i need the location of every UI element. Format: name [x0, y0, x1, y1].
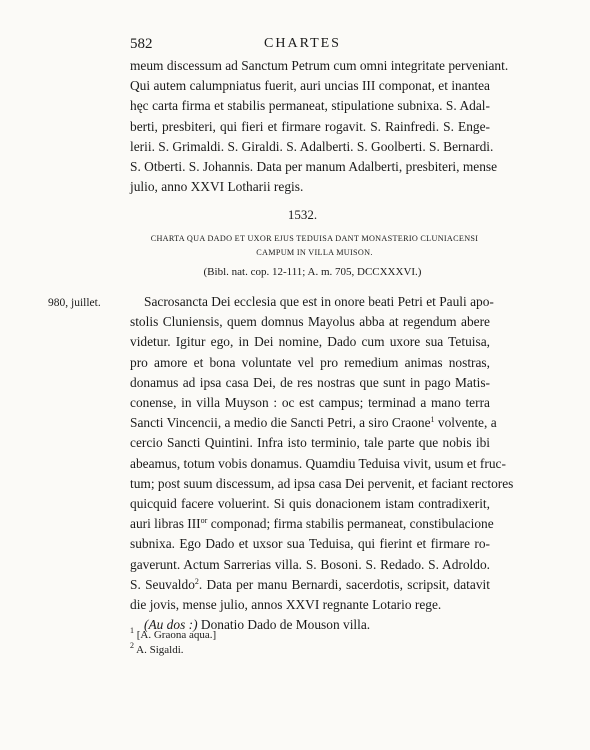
text-line: donamus ad ipsa casa Dei, de res nostras que sunt in pago Matis- — [130, 374, 490, 390]
text-line: subnixa. Ego Dado et uxsor sua Teduisa, qui fierint et firmare ro- — [130, 536, 490, 552]
page-number: 582 — [130, 36, 153, 52]
text-span: componad; firma stabilis permaneat, constibulacione — [210, 516, 494, 532]
text-line: Sacrosancta Dei ecclesia que est in onore beati Petri et Pauli apo- — [144, 294, 494, 309]
charter-source: (Bibl. nat. cop. 12-111; A. m. 705, DCCXXXVI.) — [203, 266, 422, 278]
text-line: Qui autem calumpniatus fuerit, auri uncias III componat, et inantea — [130, 78, 490, 94]
text-line: pro amore et bona voluntate vel pro remedium animas nostras, — [130, 354, 490, 370]
text-line — [130, 413, 497, 433]
text-line: abeamus, totum vobis donamus. Quamdiu Teduisa vivit, usum et fruc- — [130, 455, 506, 471]
charter-number: 1532. — [287, 207, 318, 222]
footnote-marker: 1 — [130, 626, 134, 635]
dorsal-text: Donatio Dado de Mouson villa. — [200, 617, 371, 633]
text-line: berti, presbiteri, qui fieri et firmare rogavit. S. Rainfredi. S. Enge- — [130, 118, 490, 134]
text-span: auri libras III — [130, 516, 201, 532]
margin-date: 980, juillet. — [48, 297, 101, 309]
footnote — [130, 643, 216, 658]
text-span: Sancti Vincencii, a medio die Sancti Petri, a siro Craone — [130, 415, 431, 431]
footnote-text: A. Sigaldi. — [136, 644, 184, 656]
text-line: julio, anno XXVI Lotharii regis. — [130, 179, 304, 195]
footnotes — [130, 628, 216, 658]
text-span: S. Seuvaldo — [130, 576, 195, 592]
running-head: CHARTES — [264, 36, 341, 51]
text-line — [130, 514, 494, 534]
footnote — [130, 628, 216, 643]
text-line: cercio Sancti Quintini. Infra isto terminio, tale parte que nobis ibi — [130, 435, 490, 451]
charter-title-line: CHARTA QUA DADO ET UXOR EJUS TEDUISA DANT MONASTERIO CLUNIACENSI — [150, 234, 479, 243]
text-line: hęc carta firma et stabilis permaneat, stipulatione subnixa. S. Adal- — [130, 98, 490, 114]
text-line: tum; post suum discessum, ad ipsa casa Dei pervenit, et faciant rectores — [130, 475, 514, 491]
footnote-ref: 1 — [430, 415, 435, 425]
text-line: meum discessum ad Sanctum Petrum cum omni integritate perveniant. — [130, 58, 509, 73]
text-line: stolis Cluniensis, quem domnus Mayolus abba at regendum abere — [130, 314, 490, 330]
text-line: videtur. Igitur ego, in Dei nomine, Dado cum uxore sua Tetuisa, — [130, 334, 490, 350]
text-line: lerii. S. Grimaldi. S. Giraldi. S. Adalberti. S. Goolberti. S. Bernardi. — [130, 138, 494, 154]
charter-text — [130, 292, 514, 635]
footnote-ref: 2 — [194, 576, 199, 586]
charter-title — [142, 232, 487, 260]
footnote-marker: 2 — [130, 641, 134, 650]
text-line: gaverunt. Actum Sarrerias villa. S. Bosoni. S. Redado. S. Adroldo. — [130, 556, 490, 572]
page-header — [130, 36, 475, 54]
text-line — [130, 575, 490, 595]
footnote-text: [A. Graona aqua.] — [136, 629, 217, 641]
charter-title-line: CAMPUM IN VILLA MUISON. — [256, 248, 373, 257]
superscript: or — [200, 516, 208, 526]
dorsal-label: (Au dos :) — [144, 617, 198, 633]
text-line: die jovis, mense julio, annos XXVI regnante Lotario rege. — [130, 597, 442, 613]
text-line: S. Otberti. S. Johannis. Data per manum Adalberti, presbiteri, mense — [130, 159, 498, 175]
text-span: . Data per manu Bernardi, sacerdotis, scripsit, datavit — [198, 576, 490, 592]
previous-charter-ending — [130, 56, 509, 197]
text-line: quicquid facere voluerint. Si quis donacionem istam contradixerit, — [130, 496, 490, 512]
text-span: volvente, a — [437, 415, 497, 431]
text-line: conense, in villa Muyson : oc est campus; terminad a mano terra — [130, 395, 490, 411]
